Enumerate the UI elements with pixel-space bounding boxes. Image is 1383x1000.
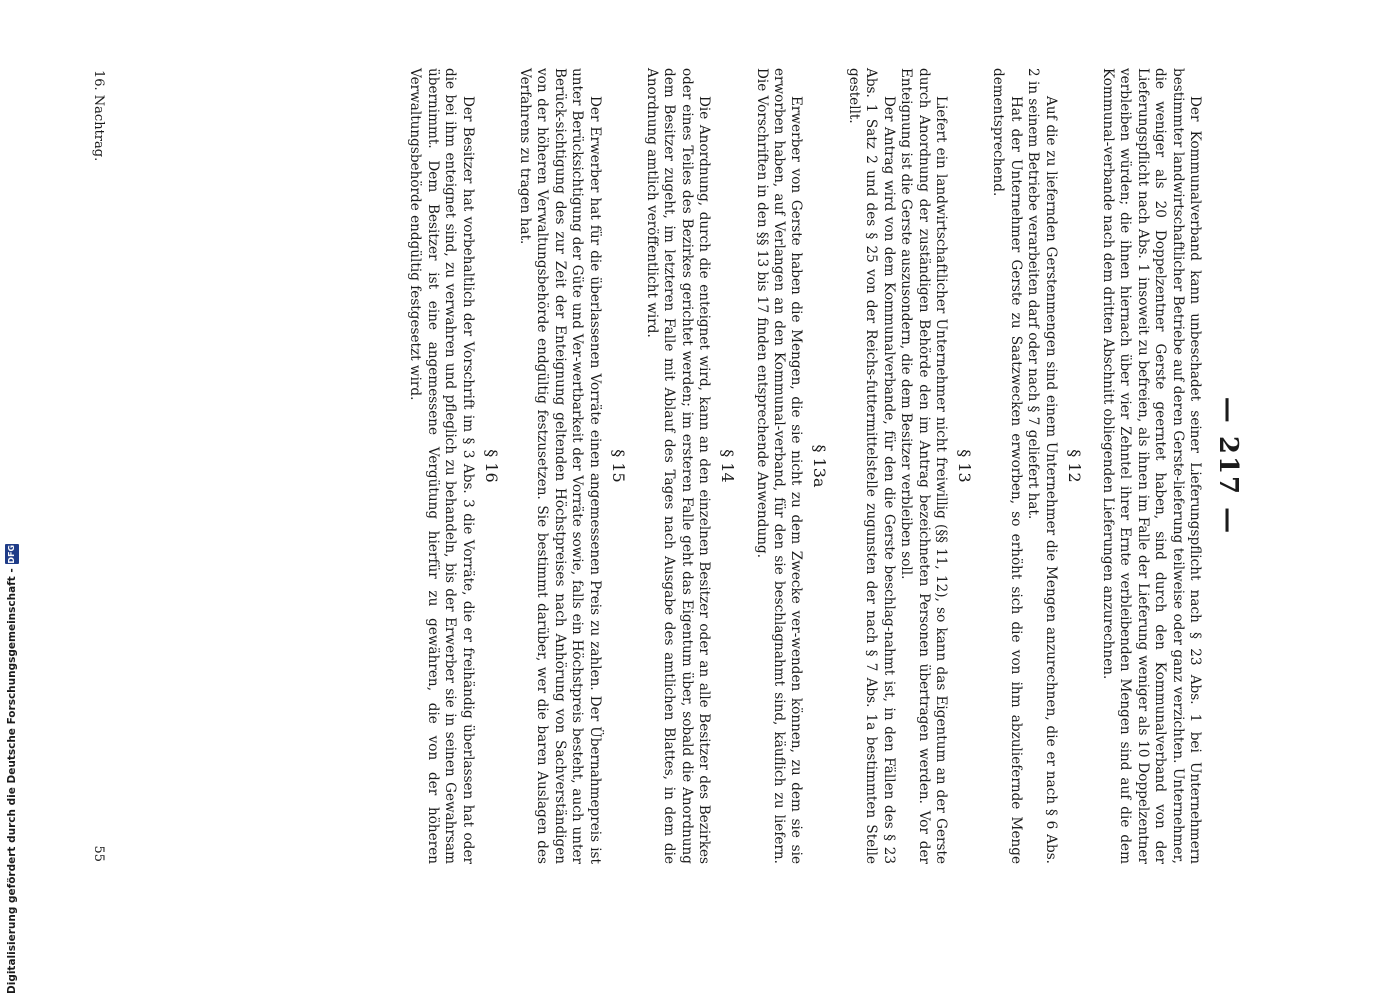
paragraph: Der Kommunalverband kann unbeschadet seiner Lieferungspflicht nach § 23 Abs. 1 bei Unternehmern bestimmter landwirtschaftlicher Betriebe auf deren Gerste-lieferung teilweise oder ganz verzichten. Unternehmer, die weniger als 20 Doppelzentner Gerste geerntet haben, sind durch den Kommunalverband von der Lieferungspflicht nach Abs. 1 insoweit zu befreien, als ihnen im Falle der Lieferung weniger als 10 Doppelzentner verbleiben würden; die ihnen hiernach über vier Zehntel ihrer Ernte verbleibenden Mengen sind auf die dem Kommunal-verbande nach dem dritten Abschnitt obliegenden Lieferungen anzurechnen. (1099, 68, 1203, 864)
page-content (85, 56, 1245, 876)
section-heading: § 13 (954, 449, 974, 483)
section-heading: § 16 (481, 449, 501, 483)
page-footer (89, 70, 107, 862)
paragraph: Liefert ein landwirtschaftlicher Unternehmer nicht freiwillig (§§ 11, 12), so kann das Eigentum an der Gerste durch Anordnung der zuständigen Behörde den im Antrag bezeichneten Personen übertragen werden. Vor der Enteignung ist die Gerste auszusondern, die dem Besitzer verbleiben soll. (898, 68, 949, 864)
section-heading: § 15 (608, 449, 628, 483)
footer-sheet-number: 55 (91, 845, 106, 862)
text-body (406, 68, 1203, 864)
paragraph: Auf die zu liefernden Gerstenmengen sind einem Unternehmer die Mengen anzurechnen, die er nach § 6 Abs. 2 in seinem Betriebe verarbeiten darf oder nach § 7 geliefert hat. (1025, 68, 1059, 864)
digitization-credit-text: Digitalisierung gefördert durch die Deutsche Forschungsgemeinschaft - (6, 568, 18, 994)
section-heading: § 14 (718, 449, 738, 483)
section-heading: § 13a (810, 444, 830, 488)
digitization-credit (4, 4, 20, 994)
paragraph: Die Anordnung, durch die enteignet wird, kann an den einzelnen Besitzer oder an alle Besitzer des Bezirkes oder eines Teiles des Bezirkes gerichtet werden; im ersteren Falle geht das Eigentum über, sobald die Anordnung dem Besitzer zugeht, im letzteren Falle mit Ablauf des Tages nach Ausgabe des amtlichen Blattes, in dem die Anordnung amtlich veröffentlicht wird. (644, 68, 713, 864)
footer-signature: 16. Nachtrag. (91, 70, 106, 162)
section-heading: § 12 (1064, 449, 1084, 483)
paragraph: Hat der Unternehmer Gerste zu Saatzwecken erworben, so erhöht sich die von ihm abzuliefernde Menge dementsprechend. (990, 68, 1024, 864)
page-number: — 217 — (1213, 396, 1243, 536)
dfg-logo: DFG (5, 544, 19, 564)
paragraph: Der Erwerber hat für die überlassenen Vorräte einen angemessenen Preis zu zahlen. Der Übernahmepreis ist unter Berücksichtigung der Güte und Ver-wertbarkeit der Vorräte sowie, falls ein Höchstpreis besteht, auch unter Berück-sichtigung des zur Zeit der Enteignung geltenden Höchstpreises nach Anhörung von Sachverständigen von der höheren Verwaltungsbehörde endgültig festzusetzen. Sie bestimmt darüber, wer die baren Auslagen des Verfahrens zu tragen hat. (517, 68, 603, 864)
paragraph: Erwerber von Gerste haben die Mengen, die sie nicht zu dem Zwecke ver-wenden können, zu dem sie sie erworben haben, auf Verlangen an den Kommunal-verband, für den sie beschlagnahmt sind, käuflich zu liefern. Die Vorschriften in den §§ 13 bis 17 finden entsprechende Anwendung. (753, 68, 805, 864)
paragraph: Der Antrag wird von dem Kommunalverbande, für den die Gerste beschlag-nahmt ist, in den Fällen des § 23 Abs. 1 Satz 2 und des § 25 von der Reichs-futtermittelstelle zugunsten der nach § 7 Abs. 1a bestimmten Stelle gestellt. (845, 68, 897, 864)
paragraph: Der Besitzer hat vorbehaltlich der Vorschrift im § 3 Abs. 3 die Vorräte, die er freihändig überlassen hat oder die bei ihm enteignet sind, zu verwahren und pfleglich zu behandeln, bis der Erwerber sie in seinen Gewahrsam übernimmt. Dem Besitzer ist eine angemessene Vergütung hierfür zu gewähren, die von der höheren Verwaltungsbehörde endgültig festgesetzt wird. (407, 68, 476, 864)
